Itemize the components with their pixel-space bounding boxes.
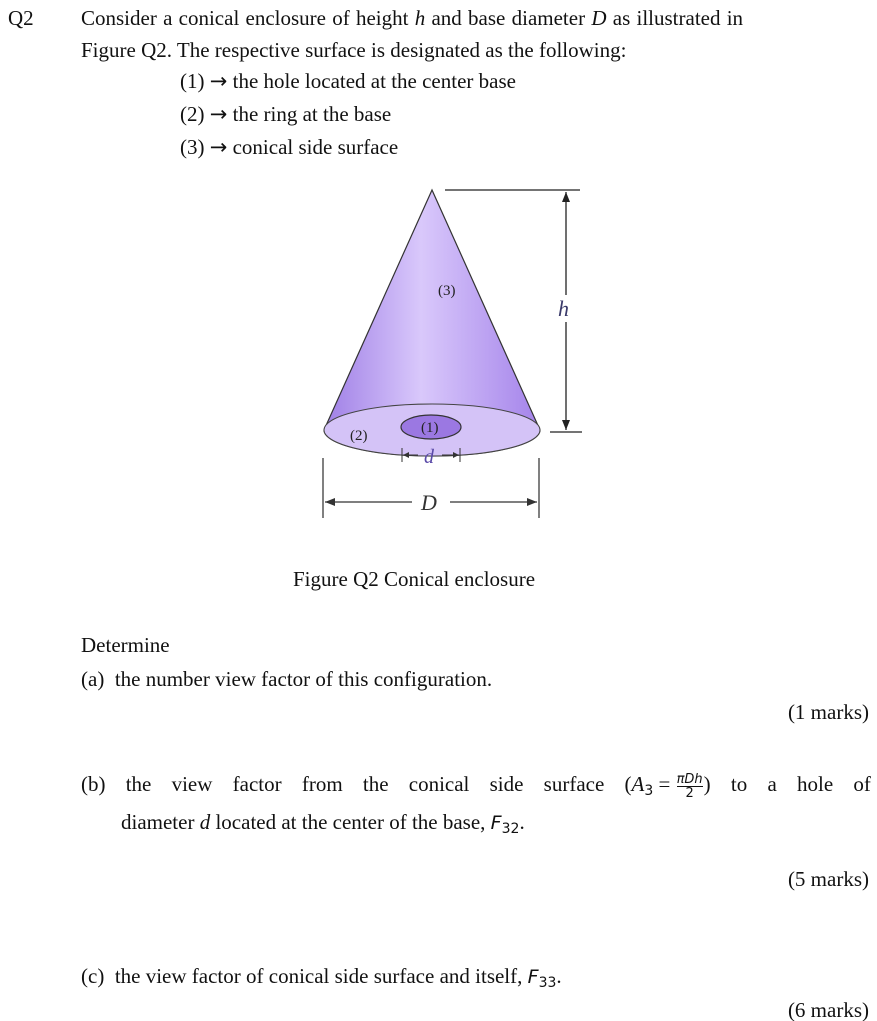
intro-line-2: Figure Q2. The respective surface is designated as the following: xyxy=(81,38,627,62)
label-h: h xyxy=(558,296,569,321)
label-d: d xyxy=(424,446,434,468)
surface-item: (1) → the hole located at the center base xyxy=(180,69,516,93)
arrow-icon: → xyxy=(209,135,228,159)
task-b-line-1: (b) the view factor from the conical side surface ($A_3$ = $\frac{\text{πDh}}{2}$ ) to a hole of xyxy=(81,771,871,801)
task-a: (a) the number view factor of this configuration. xyxy=(81,667,493,691)
label-side: (3) xyxy=(438,283,456,299)
question-number: Q2 xyxy=(8,6,34,30)
label-ring: (2) xyxy=(350,428,368,444)
arrow-icon: → xyxy=(209,102,228,126)
determine-heading: Determine xyxy=(81,633,170,657)
marks-c: (6 marks) xyxy=(787,998,869,1021)
label-D: D xyxy=(421,490,437,515)
surface-item: (2) → the ring at the base xyxy=(180,102,392,126)
task-c: (c) the view factor of conical side surface and itself, $F_{33}$. xyxy=(81,964,562,991)
label-hole: (1) xyxy=(421,420,439,436)
figure-caption: Figure Q2 Conical enclosure xyxy=(293,567,536,591)
marks-a: (1 marks) xyxy=(787,700,869,724)
surface-item: (3) → conical side surface xyxy=(180,135,399,159)
arrow-icon: → xyxy=(209,69,228,93)
marks-b: (5 marks) xyxy=(787,867,869,891)
task-b-line-2: diameter d located at the center of the base, $F_{32}$. xyxy=(121,810,525,837)
intro-line-1: Consider a conical enclosure of height h and base diameter D as illustrated in xyxy=(81,6,744,30)
